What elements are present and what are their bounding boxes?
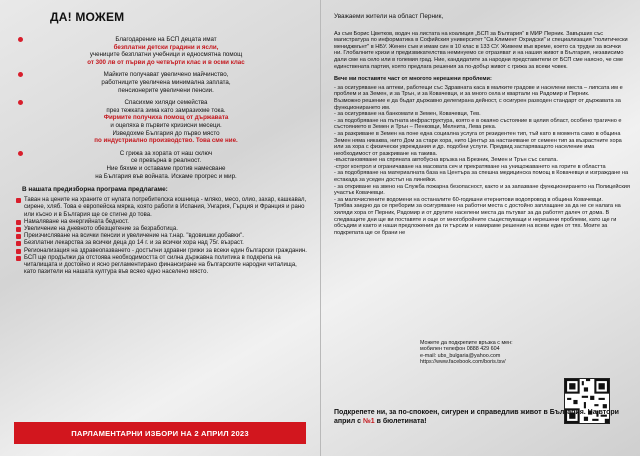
achievement-block-2: Майките получават увеличено майчинство, работниците увеличена минимална заплата, пенсионерите увеличени пенсии. xyxy=(14,71,308,94)
achievement-block-3: Спасихме хиляди семейства през тежката зима като замразихме тока. Фирмите получиха помощ от държавата и оцеляха в първите кризисни месеци. Изведохме България до първо място по индустриално производство. Това сме ние. xyxy=(14,99,308,145)
problem-item: Възможно решение е да бъдат държавно делегирана дейност, с осигурен разходен стандарт от държавата за функционирането им. xyxy=(334,97,621,111)
bullet-square-icon xyxy=(16,249,21,254)
platform-item: Таван на цените на храните от нулата потребителска кошница - мляко, месо, олио, захар, кашкавал, сирене, хляб. Това е европейска мярка, която работи в Испания, Унгария, Гърция и Франция и рано или късно и в България ще се стигне до това. xyxy=(14,197,308,219)
closing-statement: Подкрепете ни, за по-спокоен, сигурен и справедлив живот в България. На втори април с №1 в бюлетината! xyxy=(334,409,619,425)
bullet-square-icon xyxy=(16,227,21,232)
problem-item: - за откриване на звено на Служба пожарна безопасност, както и за запазване функционирането на Полицейския участък Ковачевци. xyxy=(334,183,630,197)
ballot-number: №1 xyxy=(362,418,375,425)
bullet-dot-icon xyxy=(18,100,23,105)
phone-number: мобилен телефон 0888 429 604 xyxy=(420,346,500,353)
facebook-link[interactable]: https://www.facebook.com/boris.tsv/ xyxy=(420,359,506,366)
problem-item: - за разкриване в Земен на поне една социална услуга от резидентен тип, тъй като в момента само в община Земен няма никаква, нито Дом за стари хора, нито Център за настаняване от семеен тип за възрастните хора или за хора с физически увреждания и др. подобни услуги. Предвид застаряващото население има необходимост от разкриване на такива. xyxy=(334,130,622,157)
achievement-block-4: С грижа за хората от наш сключ се превърна в реалност. Ние бяхме и оставаме против намесване на България във войната. Искаме прогрес и мир. xyxy=(14,150,308,180)
bullet-dot-icon xyxy=(18,151,23,156)
platform-section xyxy=(14,186,308,276)
email-link[interactable]: e-mail: ubs_bulgaria@yahoo.com xyxy=(420,352,501,359)
bullet-dot-icon xyxy=(18,37,23,42)
problem-item: - за подобряване на пътната инфраструктура, която е в окаяно състояние в целия област, особено трагично е състоянието в Земен и Трън – Пенковци, Мелнита, Лева река. xyxy=(334,117,622,131)
bullet-dot-icon xyxy=(18,72,23,77)
platform-heading: В нашата предизборна програма предлагаме: xyxy=(22,186,168,194)
bullet-square-icon xyxy=(16,234,21,239)
bullet-square-icon xyxy=(16,198,21,203)
problem-item: - за осигуряване на аптеки, работещи със Здравната каса в малките градове и населени места – липсата им е проблем и за Земен, и за Трън, и за Ковачевци, и за много села и квартали на Радомир и Перник. xyxy=(334,84,623,98)
greeting: Уважаеми жители на област Перник, xyxy=(334,13,444,20)
problem-item: Трябва заедно да се преборим за осигуряване на работни места с достойно заплащане за да не се налага на хиляди хора от Перник, Радомир и от другите населени места да пътуват за да работят далеч от дома. В следващите дни ще ви поставяте и още от многобройните съществуващи и нерешени проблеми, като ще ги обсъдим и както и наши предложения да ги търсим и намираме решения на всеки един от тях. Моите за подкрепата ще се брани не xyxy=(334,203,621,236)
problems-list xyxy=(334,85,630,237)
achievement-block-1: Благодарение на БСП децата имат безплатни детски градини и ясли, учениците безплатни учебници и едносмятна помощ от 300 лв от първи до четвърти клас и в осми клас xyxy=(14,36,308,66)
election-banner: ПАРЛАМЕНТАРНИ ИЗБОРИ НА 2 АПРИЛ 2023 xyxy=(14,422,306,444)
bullet-square-icon xyxy=(16,256,21,261)
problem-item: -строг контрол и ограничаване на масовата сеч и прекратяване на унищожаването на горите в областта xyxy=(334,163,606,170)
platform-item: Преизчисляване на всички пенсии и увеличение на т.нар. "вдовишки добавки". xyxy=(14,233,308,240)
problem-item: - за подобряване на материалната база на Центъра за спешна медицинска помощ в Ковачевци и изграждане на естакада за уседен достъп на линейки. xyxy=(334,170,629,184)
center-fold xyxy=(320,0,321,456)
bullet-square-icon xyxy=(16,241,21,246)
problem-item: - за осигуряване на банкомати в Земен, Ковачевци, Тев. xyxy=(334,111,481,118)
problem-item: - за малочислените водомени на останалите 60-годишни етернитови водопровод в община Ковачевци. xyxy=(334,196,603,203)
platform-item: Безплатни лекарства за всички деца до 14 г. и за всички хора над 75г. възраст. xyxy=(14,240,308,247)
bullet-square-icon xyxy=(16,220,21,225)
platform-item: Увеличение на дневното обезщетение за безработица. xyxy=(14,226,308,233)
contact-info: Можете да подкрепите връзка с мен: мобилен телефон 0888 429 604 e-mail: ubs_bulgaria@yahoo.com https://www.facebook.com/boris.tsv/ xyxy=(420,340,560,366)
problem-item: -възстановяване на спряната автобусна връзка на Брезник, Земен и Трън със селата. xyxy=(334,157,558,164)
page-title: ДА! МОЖЕМ xyxy=(50,10,125,24)
platform-item: Намаляване на енергийната бедност. xyxy=(14,219,308,226)
problems-intro: Вече ми поставяте част от многото нерешени проблеми: xyxy=(334,76,492,83)
platform-item: БСП ще продължи да отстоява необходимостта от силна държавна политика в подкрепа на читалищата и достойно и ясно регламентирано финансиране на българските народни читалища, като пазители на нашата култура във всяко едно населено място. xyxy=(14,255,308,277)
platform-item: Регионализация на здравеопазването - достъпни здравни грижи за всеки един български гражданин. xyxy=(14,248,308,255)
candidate-intro: Аз съм Борис Цветков, водач на листата на коалиция „БСП за България“ в МИР Перник. Завърших със магистратура по информатика в Софийския университет "Св.Климент Охридски" и специализация "политически мениджмънт" в НБУ. Женен съм и имам син в 10 клас в 133 СУ. Живеем във време, което са трудни за всички ни. Глобалните кризи и предизвикателства неминуемо се отразяват и на нашия живот в България, независимо дали сме на село или в големия град. Ние, кандидатите за народни представители от БСП сме наясно, че сме единствената партия, която предлага решения за по-добър живот с грижа за всеки човек. xyxy=(334,30,628,70)
